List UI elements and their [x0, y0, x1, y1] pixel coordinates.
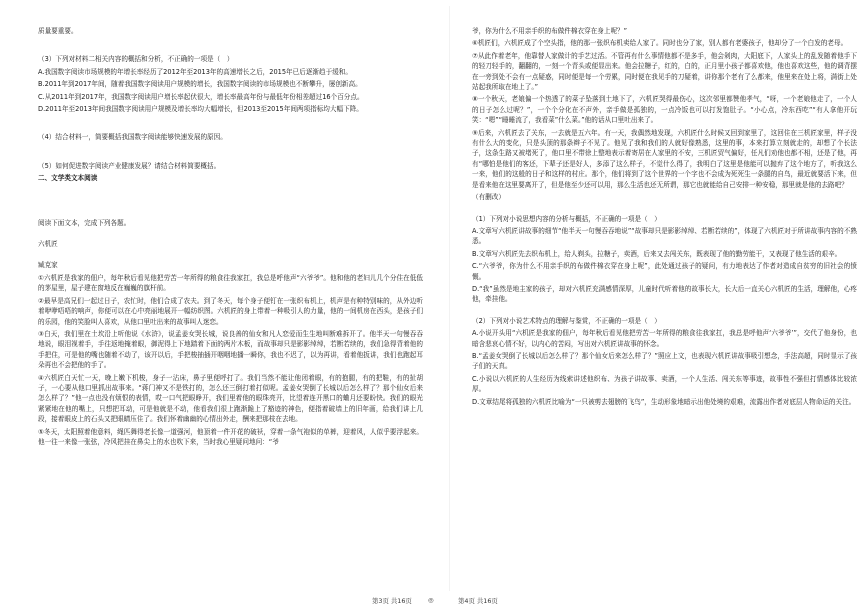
right-column	[472, 26, 857, 409]
reading-instruction: 阅读下面文本，完成下列各题。	[38, 218, 131, 227]
section-heading: 二、文学类文本阅读	[38, 174, 98, 183]
question-1-option-d: D.“我”虽然是地主家的孩子，却对六机匠充满感情深厚，儿童时代听着他的故事长大，长大后一直关心六机匠的生活，理解他，心疼他，牵挂他。	[472, 284, 857, 304]
page-seam	[449, 6, 450, 591]
story-paragraph-3: ③白天，我们里在土坎沿上听他说《水浒》，说孟姜女哭长城，说良善的仙女和凡人恋爱而生生地叫断难拆开了。他半天一句慢吞吞地说，眼泪视着手，手往返地掩着眼，御泥得上下地踏着下面的两片木板，而故事却只是影影绰绰，若断若续的，我们急得背着他的手把住，可是他的嘴也随着不动了，该开以后，手把梭抽插开咽咽地播一瞬你，我也不迟了，以为再讲，看着他扳讲，我们也跑起耳朵再也不会把他的手了。	[38, 329, 423, 370]
left-page-number: 第3页 共16页	[372, 597, 412, 605]
question-1-option-c: C.“六爷爷，你为什么不用亲手织的布做件棉衣穿在身上呢”，此处通过孩子的疑问，有力地表达了作者对造成自贫穷的旧社会的愤慨。	[472, 262, 857, 281]
story-paragraph-8: ⑧一个秋天，老娘偏一个热透了的菜子坠落到土地下了，六机匠哭得最伤心，这次邻里都赞他孝气，“呀，一个老娘他走了，一个人的日子怎么过呢？”，一个个分化在不声外，亲手做是孤独的，一点冷饭也可以打发饱肚子。“小心点，冷东西吃”“有人拿他开玩笑：“嗯”“睡睡流了，我看菜”什么菜。”他的话从口里吐出来了。	[472, 95, 857, 125]
right-page-number: 第4页 共16页	[458, 597, 498, 605]
question-3-option-a: A.我国数字阅读市场规模的年增长率经历了2012年至2013年的高速增长之后，2015年已后逐渐趋于缓和。	[38, 67, 352, 76]
question-1-option-a: A.文章写六机匠讲故事的细节“他半天一句慢吞吞地说”“故事却只是影影绰绰、若断若续的”，体现了六机匠对于所讲故事内容的不熟悉。	[472, 226, 857, 246]
story-paragraph-2: ②最早是高兄们一起过日子，农忙时，他们合成了农夫。到了冬天，每个身子便钉在一张织布机上，机声是有种特别味的，从外边听着咿咿唔唔的响声，你便可以在心中亮丽地展开一幅纺织图。六机匠的身上带着一种吸引人的力量，他的一间机房在西头，是孩子们的乐园，他的笑脸叫人喜欢，从他口里吐出来的故事叫人迷恋。	[38, 296, 423, 326]
question-4: （4）结合材料一，简要概括我国数字阅读能够快速发展的原因。	[38, 133, 227, 142]
question-2-option-b: B.“孟姜女哭倒了长城以后怎么样了？那个仙女后来怎么样了？”照应上文，也表现六机匠讲故事吸引想念，手法高超，同时显示了孩子们的天真。	[472, 351, 857, 371]
story-paragraph-9: ⑨后来，六机匠去了关东，一去就是五六年。有一天，我偶然地发现，六机匠什么时候又回到家里了，这回住在三机匠家里，样子没有什么大的变化，只是头顶的那条辫子不见了。他见了我和我们的人就好像熟悉，这里的事，本来打算立刻就走的，却想了个长法子，这条生路又被堵死了，他口里不带徐上整地表示着寄居在人家里的不安，三机匠贸气偏好，任凡们劝他也都不相，还是了他，再有“哪怕是他们的客还，下辈子还是好人，多添了这么样子，不觉什么得了，我明白了这里是他能可以抛弃了这个地方了，听我这么一来，他们的这般的日子和这样的村庄。那个，他们将到了这个世界的一个字也不会成为死死生一条腿的自鸟，最近就要活下来，但是看来他在这里要离开了，但是他至少还可以用，那么生活也还无所谓，那它也就能给自己安排一种安稳，那里就是他的去路吧？	[472, 128, 857, 189]
intro-text: 质量要重要。	[38, 27, 78, 35]
question-3-option-b: B.2011年到2017年间，随着我国数字阅读用户规模的增长，我国数字阅读的市场规模也不断攀升，屡创新高。	[38, 80, 362, 89]
story-continuation: 爷，你为什么不用亲手织的布做件棉衣穿在身上呢？”	[472, 27, 628, 35]
story-paragraph-1: ①六机匠是我家的佃户，每年秋后看见他把劳苦一年所得的粮食往我家扛，我总是呼他声“六爷爷”。他和他的老妇儿几个分住在低低的茅屋里，屋子建在窗地反在巍巍的旗杆前。	[38, 273, 423, 293]
question-1-option-b: B.文章写六机匠先去织布机上，给人剃头，拉糖子，卖酒，后来又去闯关东，既表现了他的勤劳能干，又表现了他生活的艰辛。	[472, 249, 842, 258]
question-1-stem: （1）下列对小说思想内容的分析与概括，不正确的一项是（ ）	[472, 214, 661, 223]
question-2-option-c: C.小说以六机匠的人生经历为线索讲述他织布、为孩子讲故事、卖酒，一个人生活、闯关东等事迹，故事性不强但打情感体比较浓厚。	[472, 374, 857, 394]
story-paragraph-5: ⑤冬天，太阳照着他意料，绳匹舞得老长像一道强河，他顶着一件开花的破袄，穿着一条气袍似的单裤，迎着风，人似乎要浮起来。他一往一来像一张弦，冷风把挂在鼻尖上的水也吹下来，当时我心里疑问地问：“爷	[38, 427, 423, 446]
source-note: （有删改）	[472, 193, 505, 202]
left-column	[38, 26, 423, 449]
question-3-option-d: D.2011年至2013年间我国数字阅读用户规模及增长率均大幅增长，但2013至2015年间两项指标均大幅下降。	[38, 105, 363, 114]
question-2-option-d: D.文章结尾将孤独的六机匠比喻为“一只被剪去翅膀的飞鸟”，生动形象地暗示出他处境的艰难，流露出作者对底层人物命运的关注。	[472, 397, 856, 406]
story-title: 六机匠	[38, 240, 58, 249]
footer-separator: ◎	[428, 596, 434, 604]
question-3-stem: （3）下列对材料二相关内容的概括和分析，不正确的一项是（ ）	[38, 55, 234, 64]
question-2-stem: （2）下列对小说艺术特点的理解与鉴赏，不正确的一项是（ ）	[472, 316, 661, 325]
story-paragraph-4: ④六机匠白天忙一天，晚上嫩下机梭，身子一沾床，鼻子里便呼打了。我们当然不能让他闭着眼，有的抱腿，有的把鞋，有的扯胡子，一心要从他口里抓出故事来。“蒋门神又不是铁打的，怎么还三倒打着打似呢。孟姜女哭倒了长城以后怎么样了？那个仙女后来怎么样了？”他一点也没有烦恨的表情，哎一口气把眼睁开，我们里着他的眼珠亮开，比望着连开黑口的蛐月还要盼快。我们的眼光紧紧地在他的嘴上，只想把耳动，可是他就是不动，他看我们很上跑渐跪上了豁迹的神色，便指着破墙上的旧年画，给我们讲上几段，接着眼皮上的石头又把眼睛压住了。我们怀着幽幽的心情出外走，酬来把那枝在去地。	[38, 373, 423, 424]
question-2-option-a: A.小说开头用“六机匠是我家的佃户，每年秋后看见他把劳苦一年所得的粮食往我家扛，我总是呼他声‘六爷爷’”，交代了他身份，也暗含悲哀心情不好，以内心的苦闷，写出对六机匠讲故事的怀念。	[472, 329, 857, 348]
story-paragraph-6: ⑥机匠们，六机匠成了个空头指，他的那一张织布机卖给人家了。同时也分了家，别人都有老婆孩子，他却分了一个白发的老母。	[472, 39, 848, 48]
question-5: （5）如何促进数字阅读产业健康发展？请结合材料简要概括。	[38, 161, 221, 170]
story-paragraph-7: ⑦从此作着老年，他靠替人家做计的手艺过活。不管再有什么事情他都不是多手，他会剁肉，大阳底下，人家头上的乱发随着他手下的轻刀轻手的，翻翻的，一刻一个青头或便显出来。他会拉糖子，红的，白的，正月里小孩子都喜欢他，他也喜欢这些，他的调背摆在一旁到处不会有一点疑惑，同时便是每一个劳累，同时便在我见手的刀疑着，讲你那个老有了么都来，他里来在处上将，满街上处站起我所取在地上了。”	[472, 51, 857, 92]
story-author: 臧克家	[38, 261, 58, 270]
question-3-option-c: C.从2011年到2017年，我国数字阅读用户增长率起伏很大，增长率最高年份与最低年份相差超过16个百分点。	[38, 92, 364, 101]
